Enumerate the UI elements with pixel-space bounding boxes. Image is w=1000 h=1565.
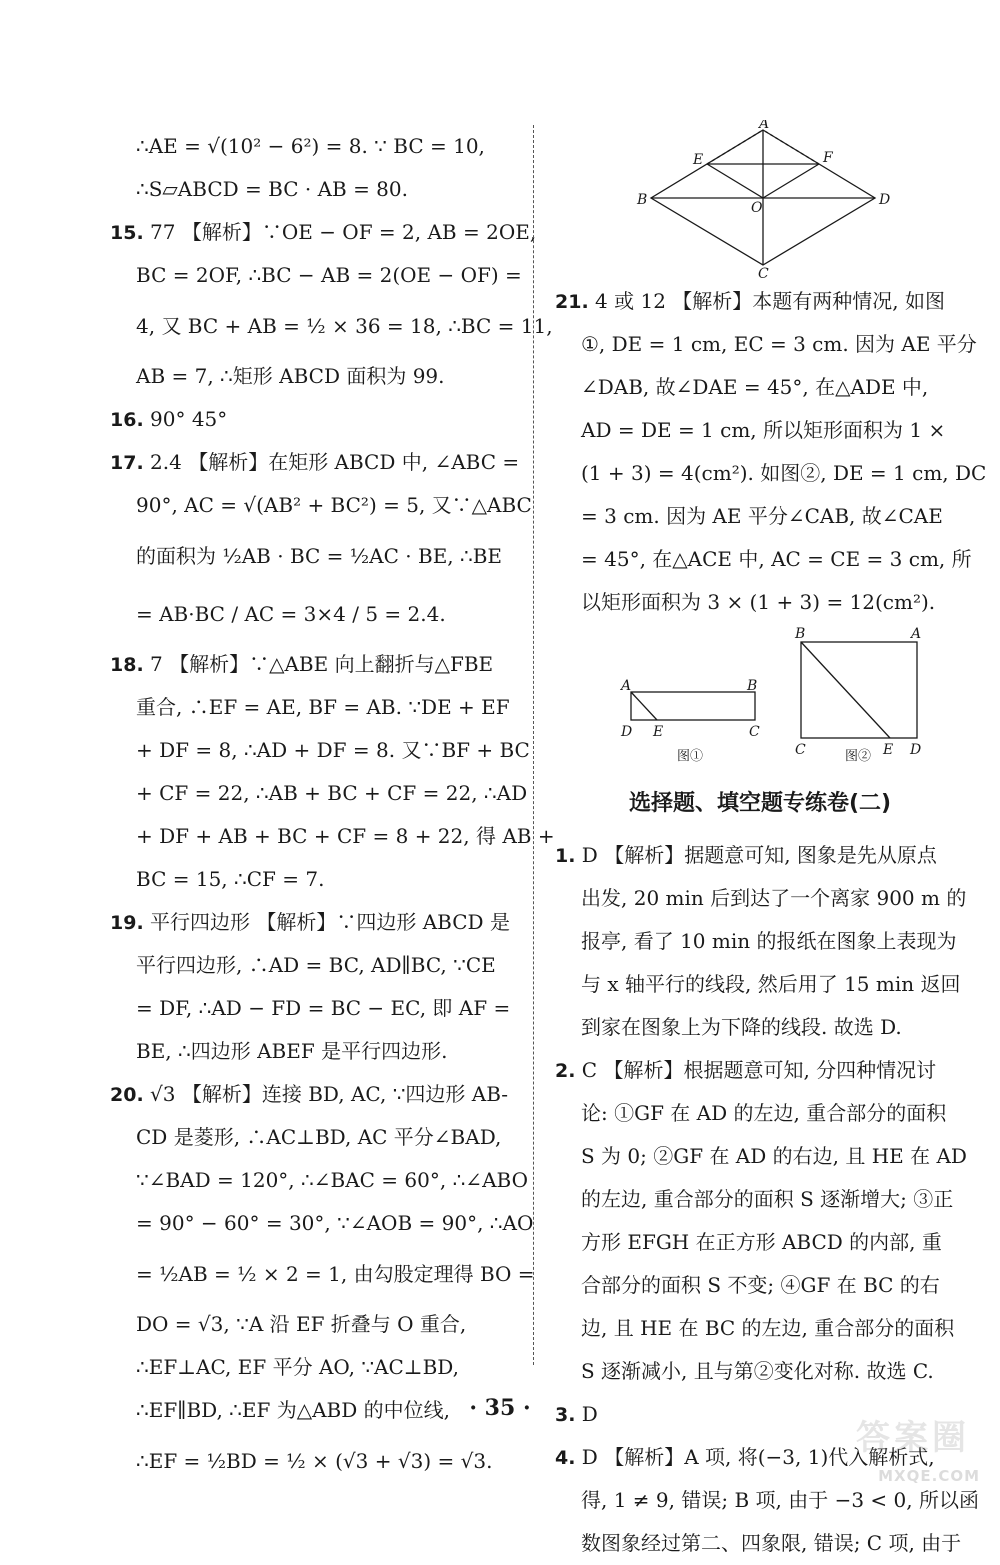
- watermark: [780, 1410, 980, 1485]
- fig1-caption: 图①: [677, 749, 704, 764]
- question-number: 21.: [555, 291, 589, 313]
- line-text: 论: ①GF 在 AD 的左边, 重合部分的面积: [581, 1101, 947, 1125]
- text-line: [555, 581, 965, 624]
- line-text: ∴EF⊥AC, EF 平分 AO, ∵AC⊥BD,: [136, 1355, 459, 1379]
- question-number: 2.: [555, 1060, 576, 1082]
- text-line: [555, 538, 972, 581]
- line-text: 4 或 12 【解析】本题有两种情况, 如图: [588, 289, 945, 313]
- text-line: [110, 355, 510, 398]
- text-line: [110, 484, 532, 527]
- watermark-logo: 答案圈: [856, 1418, 970, 1458]
- line-text: S 逐渐减小, 且与第②变化对称. 故选 C.: [581, 1359, 934, 1383]
- answer-21: [555, 280, 987, 624]
- rectangle-diagrams: [555, 624, 965, 774]
- watermark-site: MXQE.COM: [878, 1467, 980, 1485]
- line-text: √3 【解析】连接 BD, AC, ∵四边形 AB-: [143, 1082, 509, 1106]
- question-number: 15.: [110, 222, 144, 244]
- line-text: 4, 又 BC + AB = ½ × 36 = 18, ∴BC = 11,: [136, 314, 553, 338]
- line-text: = 3 cm. 因为 AE 平分∠CAB, 故∠CAE: [581, 504, 943, 528]
- line-text: S 为 0; ②GF 在 AD 的右边, 且 HE 在 AD: [581, 1144, 967, 1168]
- fig1-label-A: A: [621, 678, 632, 694]
- text-line: [110, 585, 510, 643]
- line-text: ∠DAB, 故∠DAE = 45°, 在△ADE 中,: [581, 375, 929, 399]
- line-text: BC = 2OF, ∴BC − AB = 2(OE − OF) =: [136, 263, 522, 287]
- line-text: DO = √3, ∵A 沿 EF 折叠与 O 重合,: [136, 1312, 467, 1336]
- line-text: 以矩形面积为 3 × (1 + 3) = 12(cm²).: [581, 590, 936, 614]
- text-line: [110, 1030, 510, 1073]
- text-line: [110, 441, 520, 484]
- line-text: 7 【解析】∵△ABE 向上翻折与△FBE: [143, 652, 494, 676]
- line-text: 重合, ∴EF = AE, BF = AB. ∵DE + EF: [136, 695, 510, 719]
- text-line: [110, 729, 530, 772]
- line-text: = AB·BC / AC = 3×4 / 5 = 2.4.: [136, 602, 446, 626]
- line-text: 与 x 轴平行的线段, 然后用了 15 min 返回: [581, 972, 961, 996]
- line-text: 90° 45°: [143, 407, 228, 431]
- text-line: [555, 1178, 965, 1221]
- right-column: [555, 120, 987, 1565]
- line-text: 方形 EFGH 在正方形 ABCD 的内部, 重: [581, 1230, 942, 1254]
- rect-figures: [555, 624, 965, 774]
- line-text: ∴S▱ABCD = BC · AB = 80.: [136, 177, 408, 201]
- line-text: 77 【解析】∵OE − OF = 2, AB = 2OE,: [143, 220, 537, 244]
- text-line: [110, 987, 510, 1030]
- line-text: C 【解析】根据题意可知, 分四种情况讨: [575, 1058, 937, 1082]
- line-text: ①, DE = 1 cm, EC = 3 cm. 因为 AE 平分: [581, 332, 977, 356]
- text-line: [110, 772, 528, 815]
- text-line: [555, 1350, 965, 1393]
- line-text: 平行四边形 【解析】∵四边形 ABCD 是: [143, 910, 510, 934]
- line-text: D: [575, 1402, 598, 1426]
- text-line: [110, 901, 510, 944]
- fig2-label-E: E: [883, 742, 894, 758]
- text-line: [555, 1522, 965, 1565]
- text-line: [555, 877, 965, 920]
- text-line: [110, 1159, 528, 1202]
- page-number: · 35 ·: [469, 1395, 531, 1421]
- line-text: + DF = 8, ∴AD + DF = 8. 又∵BF + BC: [136, 738, 530, 762]
- text-line: [555, 963, 965, 1006]
- label-B: B: [637, 192, 648, 208]
- text-line: [110, 1346, 510, 1389]
- question-number: 19.: [110, 912, 144, 934]
- text-line: [555, 1307, 965, 1350]
- text-line: [110, 858, 510, 901]
- text-line: [110, 1303, 510, 1346]
- text-line: [555, 366, 965, 409]
- line-text: 报亭, 看了 10 min 的报纸在图象上表现为: [581, 929, 957, 953]
- text-line: [110, 168, 510, 211]
- text-line: [555, 1135, 965, 1178]
- line-text: + DF + AB + BC + CF = 8 + 22, 得 AB +: [136, 824, 555, 848]
- text-line: [555, 1049, 965, 1092]
- line-text: 平行四边形, ∴AD = BC, AD∥BC, ∵CE: [136, 953, 496, 977]
- line-text: ∴AE = √(10² − 6²) = 8. ∵ BC = 10,: [136, 134, 485, 158]
- question-number: 18.: [110, 654, 144, 676]
- fig1-label-E: E: [653, 724, 664, 740]
- text-line: [555, 409, 965, 452]
- line-text: ∴EF = ½BD = ½ × (√3 + √3) = √3.: [136, 1449, 493, 1473]
- text-line: [555, 1092, 965, 1135]
- text-line: [110, 643, 510, 686]
- text-line: [555, 1221, 965, 1264]
- fig2-label-C: C: [795, 742, 806, 758]
- fig1-label-B: B: [747, 678, 758, 694]
- text-line: [110, 527, 510, 585]
- line-text: BC = 15, ∴CF = 7.: [136, 867, 325, 891]
- question-number: 4.: [555, 1447, 576, 1469]
- line-text: ∵∠BAD = 120°, ∴∠BAC = 60°, ∴∠ABO: [136, 1168, 528, 1192]
- text-line: [110, 398, 510, 441]
- text-line: [555, 920, 965, 963]
- text-line: [110, 1073, 510, 1116]
- question-number: 16.: [110, 409, 144, 431]
- label-O: O: [751, 200, 763, 216]
- text-line: [555, 1006, 965, 1049]
- line-text: CD 是菱形, ∴AC⊥BD, AC 平分∠BAD,: [136, 1125, 502, 1149]
- label-A: A: [759, 120, 770, 132]
- fig2-label-B: B: [795, 626, 806, 642]
- text-line: [555, 323, 977, 366]
- text-line: [110, 1202, 534, 1245]
- line-text: 得, 1 ≠ 9, 错误; B 项, 由于 −3 < 0, 所以函: [581, 1488, 979, 1512]
- line-text: + CF = 22, ∴AB + BC + CF = 22, ∴AD: [136, 781, 528, 805]
- line-text: 的左边, 重合部分的面积 S 逐渐增大; ③正: [581, 1187, 954, 1211]
- left-column: [110, 125, 555, 1490]
- text-line: [555, 1264, 965, 1307]
- line-text: AD = DE = 1 cm, 所以矩形面积为 1 ×: [581, 418, 946, 442]
- column-divider: [533, 125, 534, 1365]
- line-text: = 45°, 在△ACE 中, AC = CE = 3 cm, 所: [581, 547, 972, 571]
- line-text: = DF, ∴AD − FD = BC − EC, 即 AF =: [136, 996, 511, 1020]
- line-text: (1 + 3) = 4(cm²). 如图②, DE = 1 cm, DC: [581, 461, 987, 485]
- line-text: BE, ∴四边形 ABEF 是平行四边形.: [136, 1039, 448, 1063]
- text-line: [110, 686, 510, 729]
- text-line: [110, 1432, 510, 1490]
- label-E: E: [693, 152, 704, 168]
- text-line: [110, 297, 553, 355]
- label-D: D: [879, 192, 891, 208]
- text-line: [110, 125, 510, 168]
- rhombus-diagram: [555, 120, 965, 280]
- fig1-label-C: C: [749, 724, 760, 740]
- question-number: 20.: [110, 1084, 144, 1106]
- line-text: 到家在图象上为下降的线段. 故选 D.: [581, 1015, 902, 1039]
- label-C: C: [758, 266, 769, 280]
- text-line: [110, 944, 510, 987]
- text-line: [110, 254, 522, 297]
- text-line: [555, 834, 965, 877]
- line-text: 出发, 20 min 后到达了一个离家 900 m 的: [581, 886, 967, 910]
- line-text: 合部分的面积 S 不变; ④GF 在 BC 的右: [581, 1273, 940, 1297]
- text-line: [555, 495, 965, 538]
- text-line: [555, 452, 987, 495]
- text-line: [110, 815, 555, 858]
- text-line: [110, 1245, 535, 1303]
- line-text: ∴EF∥BD, ∴EF 为△ABD 的中位线,: [136, 1398, 451, 1422]
- label-F: F: [823, 150, 833, 166]
- line-text: = ½AB = ½ × 2 = 1, 由勾股定理得 BO =: [136, 1262, 535, 1286]
- question-number: 1.: [555, 845, 576, 867]
- line-text: D 【解析】据题意可知, 图象是先从原点: [575, 843, 937, 867]
- fig1-label-D: D: [621, 724, 633, 740]
- line-text: 数图象经过第二、四象限, 错误; C 项, 由于: [581, 1531, 962, 1555]
- text-line: [110, 211, 537, 254]
- line-text: 的面积为 ½AB · BC = ½AC · BE, ∴BE: [136, 544, 503, 568]
- rhombus-figure: [555, 120, 965, 280]
- line-text: AB = 7, ∴矩形 ABCD 面积为 99.: [136, 364, 445, 388]
- line-text: 90°, AC = √(AB² + BC²) = 5, 又∵△ABC: [136, 493, 532, 517]
- question-number: 17.: [110, 452, 144, 474]
- line-text: D 【解析】A 项, 将(−3, 1)代入解析式,: [575, 1445, 935, 1469]
- text-line: [110, 1116, 510, 1159]
- line-text: 2.4 【解析】在矩形 ABCD 中, ∠ABC =: [143, 450, 520, 474]
- line-text: = 90° − 60° = 30°, ∵∠AOB = 90°, ∴AO: [136, 1211, 534, 1235]
- fig2-label-D: D: [910, 742, 922, 758]
- fig2-label-A: A: [911, 626, 922, 642]
- fig2-caption: 图②: [845, 749, 872, 764]
- text-line: [555, 280, 965, 323]
- section-heading: 选择题、填空题专练卷(二): [628, 791, 892, 816]
- line-text: 边, 且 HE 在 BC 的左边, 重合部分的面积: [581, 1316, 955, 1340]
- question-number: 3.: [555, 1404, 576, 1426]
- text-line: [555, 1479, 979, 1522]
